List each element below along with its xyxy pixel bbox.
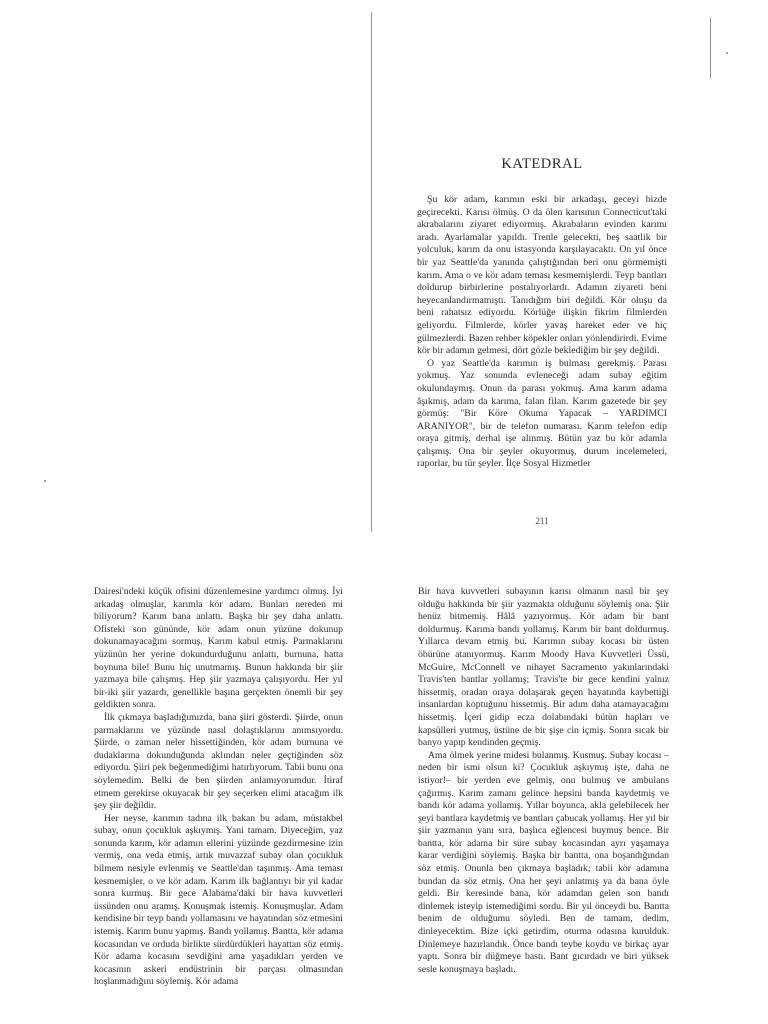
scan-fold-line [371,12,372,532]
top-page-body [417,194,667,471]
paragraph: İlk çıkmaya başladığımızda, bana şiiri gösterdi. Şiirde, onun parmaklarını ve yüzünde nasıl dolaştıklarını anımsıyordu. Şiirde, o zaman neler hissettiğinden, kör adam burnuna ve dudaklarına dokunduğunda aklından neler geçtiğinden söz ediyordu. Şiiri pek beğenmediğimi hatırlıyorum. Tabii bunu ona söylemedim. Belki de ben şiirden anlamıyorumdur. İtiraf etmem gerekirse okuyacak bir şey seçerken elimi atacağım ilk şey şiir değildir. [94,711,343,812]
paragraph: Bir hava kuvvetleri subayının karısı olmanın nasıl bir şey olduğu hakkında bir şiir yazmakta olduğunu söylemiş ona. Şiir henüz bitmemiş. Hâlâ yazıyormuş. Kör adam bir bant doldurmuş. Karıma bandı yollamış. Karım bir bant doldurmuş. Yıllarca devam etmiş bu. Karımın subay kocası bir üsten öbürüne atanıyormuş. Karım Moody Hava Kuvvetleri Üssü, McGuire, McConnell ve nihayet Sacramento yakınlarındaki Travis'ten bantlar yollamış; Travis'te bir gece kendini yalnız hissetmiş, oradan oraya dolaşarak geçen hayatında kaybettiği insanlardan koptuğunu hissetmiş. Bir adım daha atamayacağını hissetmiş. İçeri gidip ecza dolabındaki bütün hapları ve kapsülleri yutmuş, üstüne de bir şişe cin içmiş. Sonra sıcak bir banyo yapıp kendinden geçmiş. [418,586,669,749]
scan-speck [44,480,46,482]
paragraph: Dairesi'ndeki küçük ofisini düzenlemesine yardımcı olmuş. İyi arkadaş olmuşlar, karımla kör adam. Bunları nereden mi biliyorum? Karım bana anlattı. Başka bir şey daha anlattı. Ofisteki son gününde, kör adam onun yüzüne dokunup dokunamayacağını sormuş. Karım kabul etmiş. Parmaklarını yüzünün her yerine dokundurduğunu anlattı, burnuna, hatta boynuna bile! Bunu hiç unutmamış. Bunun hakkında bir şiir yazmaya bile çalışmış. Hep şiir yazmaya çalışıyordu. Her yıl bir-iki şiir yazardı, genellikle başına gerçekten önemli bir şey geldikten sonra. [94,586,343,711]
paragraph: Her neyse, karımın tadına ilk bakan bu adam, müstakbel subay, onun çocukluk aşkıymış. Yani tamam. Diyeceğim, yaz sonunda karım, kör adamın ellerini yüzünde gezdirmesine izin vermiş, ona veda etmiş, artık muvazzaf subay olan çocukluk bilmem nesiyle evlenmiş ve Seattle'dan taşınmış. Ama teması kesmemişler, o ve kör adam. Karım ilk bağlantıyı bir yıl kadar sonra kurmuş. Bir gece Alabama'daki bir hava kuvvetleri üssünden onu aramış. Konuşmak istemiş. Konuşmuşlar. Adam kendisine bir teyp bandı yollamasını ve hayatından söz etmesini istemiş. Karım bunu yapmış. Bandı yollamış. Bantta, kör adama kocasından ve orduda birlikte sürdürdükleri hayattan söz etmiş. Kör adama kocasını sevdiğini ama yaşadıkları yerden ve kocasının askeri endüstrinin bir parçası olmasından hoşlanmadığını söylemiş. Kör adama [94,812,343,988]
paragraph: Ama ölmek yerine midesi bulanmış. Kusmuş. Subay kocası –neden bir ismi olsun ki? Çocukluk aşkıymış işte, daha ne istiyor!– bir yerden eve gelmiş, onu bulmuş ve ambulans çağırmış. Karım zamanı gelince hepsini banda kaydetmiş ve bandı kör adama yollamış. Yıllar boyunca, akla gelebilecek her şeyi bantlara kaydetmiş ve bantları çabucak yollamış. Her yıl bir şiir yazmanın yanı sıra, başlıca eğlencesi buymuş bence. Bir bantta, kör adama bir süre subay kocasından ayrı yaşamaya karar verdiğini söylemiş. Başka bir bantta, ona boşandığından söz etmiş. Onunla ben çıkmaya başladık; tabii kör adamına bundan da söz etmiş. Ona her şeyi anlatmış ya da bana öyle geldi. Bir keresinde bana, kör adamdan gelen son bandı dinlemek isteyip istemediğimi sordu. Bir yıl önceydi bu. Bantta benim de olduğumu söyledi. Ben de tamam, dedim, dinleyecektim. Bize içki getirdim, oturma odasına kurulduk. Dinlemeye hazırlandık. Önce bandı teybe koydu ve birkaç ayar yaptı. Sonra bir düğmeye bastı. Bant gıcırdadı ve biri yüksek sesle konuşmaya başladı. [418,749,669,975]
chapter-title: KATEDRAL [501,156,583,172]
page-number: 211 [535,516,549,526]
right-page-column [418,586,669,1024]
scan-margin-mark [710,18,711,78]
scan-speck [726,52,728,54]
paragraph: Şu kör adam, karımın eski bir arkadaşı, geceyi bizde geçirecekti. Karısı ölmüş. O da ölen karısının Connecticut'taki akrabalarını ziyaret ediyormuş. Akrabaların evinden karımı aradı. Ayarlamalar yapıldı. Trenle gelecekti, beş saatlik bir yolculuk, karım da onu istasyonda karşılayacaktı. On yıl önce bir yaz Seattle'da yanında çalıştığından beri onu görmemişti karım. Ama o ve kör adam teması kesmemişlerdi. Teyp bantları doldurup birbirlerine postalıyorlardı. Adamın ziyareti beni heyecanlandırmamıştı. Tanıdığım biri değildi. Kör oluşu da beni rahatsız ediyordu. Körlüğe ilişkin fikrim filmlerden geliyordu. Filmlerde, körler yavaş hareket eder ve hiç gülmezlerdi. Bazen rehber köpekler onları yönlendirirdi. Evime kör bir adamın gelmesi, dört gözle beklediğim bir şey değildi. [417,194,667,357]
paragraph: O yaz Seattle'da karımın iş bulması gerekmiş. Parası yokmuş. Yaz sonunda evleneceği adam subay eğitim okulundaymış. Onun da parası yokmuş. Ama karım adama âşıkmış, adam da karıma, falan filan. Karım gazetede bir şey görmüş: "Bir Köre Okuma Yapacak – YARDIMCI ARANIYOR", bir de telefon numarası. Karım telefon edip oraya gitmiş, derhal işe alınmış. Bütün yaz bu kör adamla çalışmış. Ona bir şeyler okuyormuş, durum incelemeleri, raporlar, bu tür şeyler. İlçe Sosyal Hizmetler [417,357,667,470]
left-page-column [94,586,343,1024]
